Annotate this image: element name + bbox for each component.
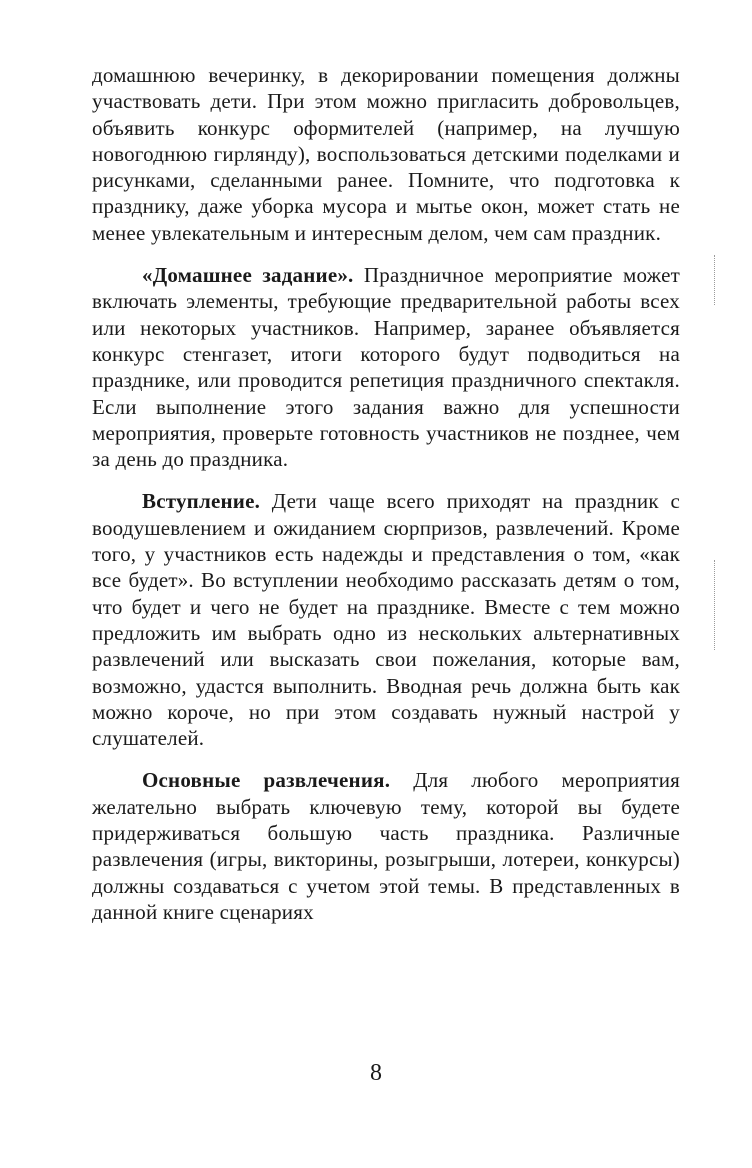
paragraph-text: домашнюю вечеринку, в декорировании помещения должны участвовать дети. При этом можно пригласить добровольцев, объявить конкурс оформителей (например, на лучшую новогоднюю гирлянду), воспользоваться детскими поделками и рисунками, сделанными ранее. Помните, что подготовка к празднику, даже уборка мусора и мытье окон, может стать не менее увлекательным и интересным делом, чем сам праздник.	[92, 63, 680, 245]
paragraph-main-entertainment	[92, 767, 680, 925]
paragraph-introduction	[92, 488, 680, 751]
paragraph-text: Праздничное мероприятие может включать элементы, требующие предварительной работы всех или некоторых участников. Например, заранее объявляется конкурс стенгазет, итоги которого будут подводиться на празднике, или проводится репетиция праздничного спектакля. Если выполнение этого задания важно для успешности мероприятия, проверьте готовность участников не позднее, чем за день до праздника.	[92, 263, 681, 472]
paragraph-homework	[92, 262, 680, 472]
paragraph-text: Дети чаще всего приходят на праздник с воодушевлением и ожиданием сюрпризов, развлечений. Кроме того, у участников есть надежды и представления о том, «как все будет». Во вступлении необходимо рассказать детям о том, что будет и чего не будет на празднике. Вместе с тем можно предложить им выбрать одно из нескольких альтернативных развлечений или высказать свои пожелания, которые вам, возможно, удастся выполнить. Вводная речь должна быть как можно короче, но при этом создавать нужный настрой у слушателей.	[92, 489, 680, 751]
paragraph-intro	[92, 62, 680, 246]
page-number: 8	[370, 1060, 382, 1086]
section-heading: Вступление.	[142, 489, 261, 514]
page-body	[92, 62, 680, 941]
scan-edge-mark	[714, 560, 716, 650]
section-heading: Основные развлечения.	[142, 768, 391, 793]
scan-edge-mark	[714, 255, 716, 305]
paragraph-text: Для любого мероприятия желательно выбрать ключевую тему, которой вы будете придерживаться большую часть праздника. Различные развлечения (игры, викторины, розыгрыши, лотереи, конкурсы) должны создаваться с учетом этой темы. В представленных в данной книге сценариях	[92, 768, 681, 924]
section-heading: «Домашнее задание».	[142, 263, 354, 288]
